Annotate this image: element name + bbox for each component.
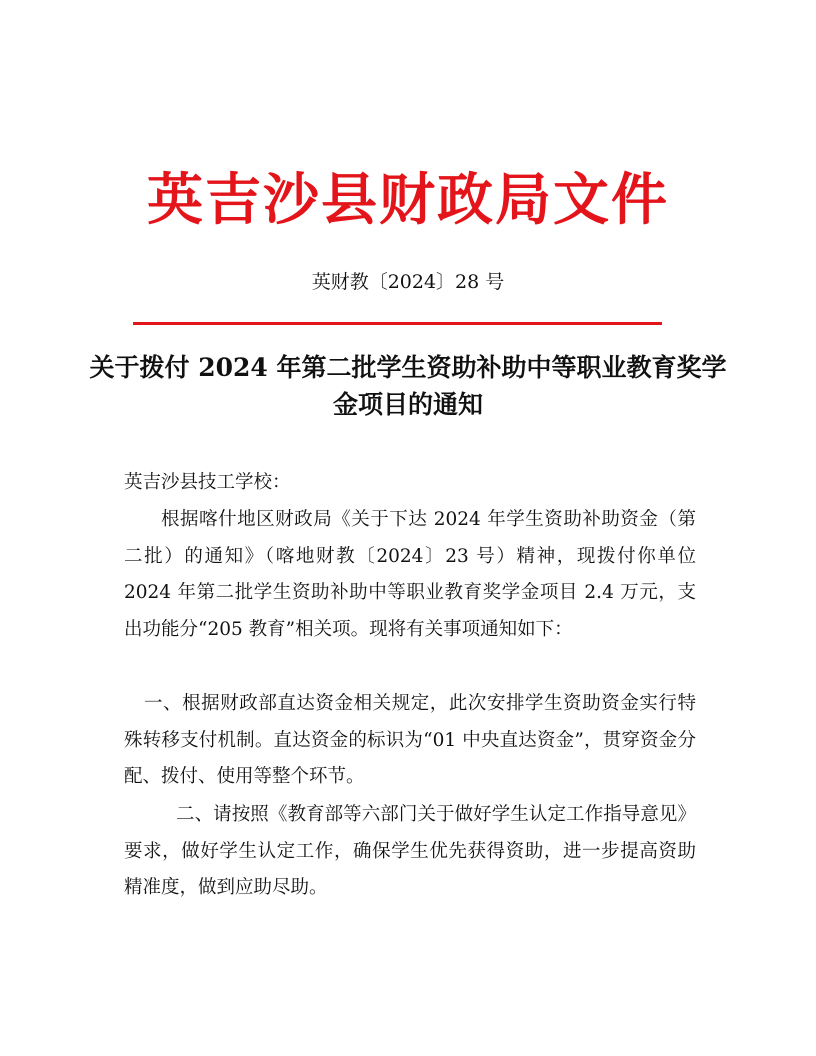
- document-subject: 关于拨付 2024 年第二批学生资助补助中等职业教育奖学金项目的通知: [89, 353, 727, 419]
- body-paragraph-2: 一、根据财政部直达资金相关规定，此次安排学生资助资金实行特殊转移支付机制。直达资金的标识为“01 中央直达资金”，贯穿资金分配、拨付、使用等整个环节。: [124, 693, 696, 787]
- document-number: 英财教〔2024〕28 号: [311, 271, 505, 293]
- body-paragraph-1: 根据喀什地区财政局《关于下达 2024 年学生资助补助资金（第二批）的通知》（喀地财教〔2024〕23 号）精神，现拨付你单位 2024 年第二批学生资助补助中等职业教育奖学金项目 2.4 万元，支出功能分“205 教育”相关项。现将有关事项通知如下：: [124, 509, 696, 640]
- body-paragraph-3: 二、请按照《教育部等六部门关于做好学生认定工作指导意见》要求，做好学生认定工作，确保学生优先获得资助，进一步提高资助精准度，做到应助尽助。: [124, 804, 696, 898]
- issuing-authority-title: 英吉沙县财政局文件: [147, 167, 669, 233]
- addressee: 英吉沙县技工学校：: [124, 472, 291, 493]
- red-separator-line: [133, 322, 662, 325]
